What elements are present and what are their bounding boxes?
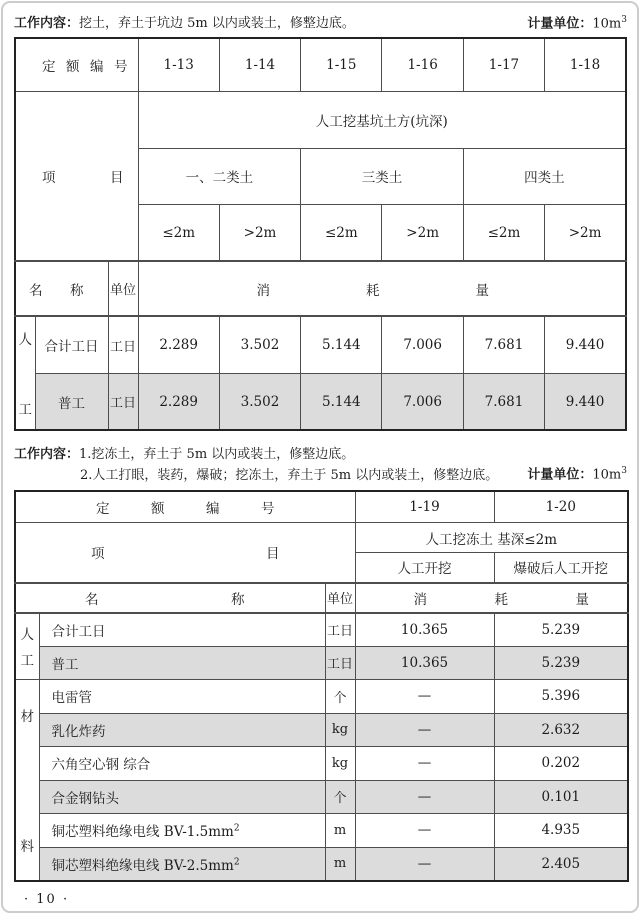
- section2-work-content-block: [14, 446, 627, 483]
- value-cell: 0.101: [494, 780, 628, 814]
- row-name-text: 六角空心钢 综合: [51, 757, 151, 774]
- row-name-text: 合金钢钻头: [51, 790, 119, 807]
- depth-header-cell: ≤2m: [463, 204, 544, 261]
- item-char: 项: [42, 170, 56, 187]
- row-name-cell: [39, 847, 325, 881]
- quota-char: 额: [66, 59, 80, 76]
- value-cell: —: [355, 780, 494, 814]
- item-char: 目: [110, 170, 124, 187]
- value-cell: 3.502: [219, 373, 300, 430]
- value-cell: 5.144: [301, 373, 382, 430]
- quota-char: 定: [42, 59, 56, 76]
- item-header-label: [16, 542, 355, 562]
- name-header-cell: [15, 583, 325, 613]
- quota-number-cell: 1-19: [355, 491, 494, 523]
- row-name-cell: [39, 814, 325, 848]
- measure-unit-exponent: 3: [621, 15, 627, 25]
- value-cell: 2.289: [138, 373, 219, 430]
- consumption-char: 消: [413, 591, 428, 608]
- work-content-text: 1.挖冻土，弃土于 5m 以内或装土，修整边底。: [79, 447, 355, 463]
- row-unit-cell: 个: [325, 780, 355, 814]
- row-name-cell: [39, 747, 325, 781]
- labor-char: 人: [20, 627, 34, 644]
- row-name-cell: 普工: [35, 373, 108, 430]
- consumption-header-cell: [138, 261, 626, 316]
- quota-header-label: [16, 497, 355, 517]
- row-unit-cell: m: [325, 847, 355, 881]
- group-header-cell: 人工挖冻土 基深≤2m: [355, 523, 628, 553]
- value-cell: 10.365: [355, 613, 494, 647]
- quota-number-cell: 1-16: [382, 38, 463, 91]
- labor-group-cell: [15, 613, 39, 680]
- consumption-char: 量: [575, 591, 590, 608]
- value-cell: 0.202: [494, 747, 628, 781]
- value-cell: 5.239: [494, 613, 628, 647]
- row-name-text: 普工: [51, 656, 79, 673]
- consumption-header-label: [356, 588, 628, 608]
- name-char: 名: [85, 591, 99, 608]
- material-char: 料: [20, 838, 34, 855]
- work-content-line2: [14, 463, 627, 483]
- quota-number-cell: 1-17: [463, 38, 544, 91]
- depth-header-cell: >2m: [382, 204, 463, 261]
- item-char: 目: [266, 546, 280, 563]
- method-header-cell: 爆破后人工开挖: [494, 553, 628, 583]
- row-name-sup: 2: [233, 823, 240, 834]
- row-unit-cell: 个: [325, 680, 355, 714]
- depth-header-cell: >2m: [219, 204, 300, 261]
- row-unit-cell: kg: [325, 747, 355, 781]
- value-cell: —: [355, 847, 494, 881]
- labor-group-label: [16, 623, 39, 669]
- quota-number-cell: 1-18: [545, 38, 626, 91]
- row-name-sup: 2: [233, 857, 240, 868]
- measure-unit: [527, 463, 627, 483]
- material-group-label: [16, 705, 39, 855]
- measure-unit-exponent: 3: [621, 466, 627, 477]
- value-cell: 7.006: [382, 316, 463, 373]
- quota-number-cell: 1-20: [494, 491, 628, 523]
- value-cell: 10.365: [355, 646, 494, 680]
- value-cell: 2.405: [494, 847, 628, 881]
- row-name-text: 铜芯塑料绝缘电线 BV-2.5mm: [51, 857, 234, 874]
- method-header-cell: 人工开挖: [355, 553, 494, 583]
- labor-group-cell: [15, 316, 35, 430]
- row-name-text: 铜芯塑料绝缘电线 BV-1.5mm: [51, 824, 234, 841]
- unit-header-cell: 单位: [108, 261, 138, 316]
- value-cell: —: [355, 680, 494, 714]
- group-header-cell: 人工挖基坑土方(坑深): [138, 91, 626, 148]
- quota-number-cell: 1-14: [219, 38, 300, 91]
- item-header-cell: [15, 91, 138, 261]
- name-header-cell: [15, 261, 108, 316]
- name-char: 称: [231, 591, 245, 608]
- row-unit-cell: 工日: [108, 373, 138, 430]
- row-name-cell: [39, 646, 325, 680]
- quota-char: 号: [261, 500, 275, 517]
- row-name-text: 乳化炸药: [51, 723, 106, 740]
- labor-group-label: [16, 328, 35, 418]
- row-unit-cell: m: [325, 814, 355, 848]
- consumption-char: 量: [475, 282, 489, 299]
- material-char: 材: [20, 708, 34, 725]
- consumption-header-cell: [355, 583, 628, 613]
- quota-char: 额: [151, 500, 165, 517]
- measure-unit-label: 计量单位：: [527, 16, 593, 32]
- value-cell: 5.144: [301, 316, 382, 373]
- value-cell: 9.440: [545, 373, 626, 430]
- quota-number-cell: 1-13: [138, 38, 219, 91]
- name-char: 称: [70, 282, 84, 299]
- page-number: · 10 ·: [24, 891, 70, 907]
- row-unit-cell: kg: [325, 713, 355, 747]
- value-cell: 7.681: [463, 316, 544, 373]
- value-cell: 2.632: [494, 713, 628, 747]
- work-content-text: 挖土，弃土于坑边 5m 以内或装土，修整边底。: [79, 16, 355, 32]
- item-header-label: [16, 166, 138, 186]
- value-cell: —: [355, 747, 494, 781]
- name-char: 名: [29, 282, 43, 299]
- row-name-cell: [39, 780, 325, 814]
- value-cell: 5.396: [494, 680, 628, 714]
- quota-header-label: [16, 55, 138, 75]
- quota-char: 号: [114, 59, 128, 76]
- value-cell: 7.006: [382, 373, 463, 430]
- row-name-text: 电雷管: [51, 690, 92, 707]
- soil-type-cell: 三类土: [301, 148, 464, 204]
- item-header-cell: [15, 523, 355, 583]
- quota-header-cell: [15, 38, 138, 91]
- depth-header-cell: ≤2m: [301, 204, 382, 261]
- measure-unit: [527, 12, 627, 32]
- name-header-label: [16, 279, 108, 299]
- work-content-text: 2.人工打眼，装药，爆破；挖冻土，弃土于 5m 以内或装土，修整边底。: [80, 467, 499, 483]
- quota-number-cell: 1-15: [301, 38, 382, 91]
- row-unit-cell: 工日: [108, 316, 138, 373]
- quota-table-1: [14, 37, 627, 431]
- value-cell: 9.440: [545, 316, 626, 373]
- value-cell: 7.681: [463, 373, 544, 430]
- value-cell: 5.239: [494, 646, 628, 680]
- row-name-cell: 合计工日: [35, 316, 108, 373]
- measure-unit-label: 计量单位：: [527, 467, 593, 483]
- row-name-text: 合计工日: [51, 623, 106, 640]
- quota-char: 编: [206, 500, 220, 517]
- consumption-char: 消: [256, 282, 270, 299]
- value-cell: 4.935: [494, 814, 628, 848]
- consumption-char: 耗: [366, 282, 380, 299]
- value-cell: —: [355, 713, 494, 747]
- quota-table-2: [14, 490, 629, 882]
- labor-char: 工: [20, 653, 34, 670]
- value-cell: 2.289: [138, 316, 219, 373]
- work-content-label: 工作内容：: [14, 447, 80, 463]
- name-header-label: [16, 588, 325, 608]
- labor-char: 工: [18, 402, 32, 419]
- measure-unit-value: 10m: [592, 467, 622, 483]
- work-content-label: 工作内容：: [14, 16, 80, 32]
- material-group-cell: [15, 680, 39, 881]
- row-name-cell: [39, 680, 325, 714]
- value-cell: —: [355, 814, 494, 848]
- item-char: 项: [91, 546, 105, 563]
- row-name-cell: [39, 713, 325, 747]
- quota-header-cell: [15, 491, 355, 523]
- quota-char: 定: [96, 500, 110, 517]
- depth-header-cell: >2m: [545, 204, 626, 261]
- soil-type-cell: 一、二类土: [138, 148, 301, 204]
- consumption-header-label: [139, 279, 626, 299]
- section1-work-content-line: [14, 12, 627, 32]
- value-cell: 3.502: [219, 316, 300, 373]
- work-content-line1: [14, 446, 627, 463]
- measure-unit-value: 10m: [592, 16, 622, 32]
- unit-header-cell: 单位: [325, 583, 355, 613]
- depth-header-cell: ≤2m: [138, 204, 219, 261]
- quota-char: 编: [90, 59, 104, 76]
- work-content: [14, 15, 355, 32]
- soil-type-cell: 四类土: [463, 148, 626, 204]
- labor-char: 人: [18, 332, 32, 349]
- consumption-char: 耗: [494, 591, 509, 608]
- row-unit-cell: 工日: [325, 613, 355, 647]
- row-name-cell: [39, 613, 325, 647]
- row-unit-cell: 工日: [325, 646, 355, 680]
